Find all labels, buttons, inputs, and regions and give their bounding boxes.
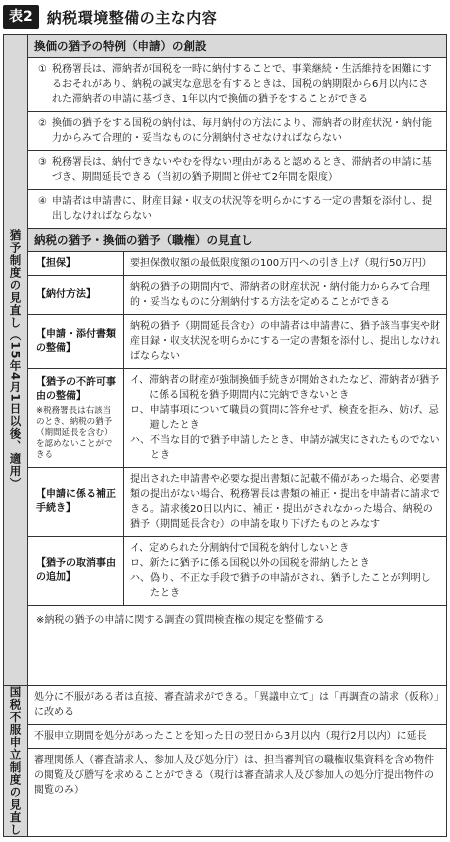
row-value: 要担保徴収額の最低限度額の100万円への引き上げ（現行50万円） [130,258,432,269]
table-row [28,369,446,468]
deferral-table [28,252,446,606]
table-row [28,537,446,606]
section-appeal-main [28,686,446,836]
row-value [124,537,446,605]
list-item: ③ 税務署長は、納付できないやむを得ない理由があると認めるとき、滞納者の申請に基づき、期間延長できる（当初の猶予期間と併せて2年間を限度） [28,151,446,190]
row-label: 【猶予の不許可事由の整備】 ※税務署長は右該当のとき、納税の猶予（期間延長を含む）を認めないことができる [28,369,124,467]
sub-item: ハ、 偽り、不正な手段で猶予の申請がされ、猶予したことが判明したとき [130,573,431,599]
subhead-ex-officio-deferral: 納税の猶予・換価の猶予（職権）の見直し [28,229,446,252]
subhead-special-deferral: 換価の猶予の特例（申請）の創設 [28,35,446,58]
section-deferral-main [28,35,446,685]
list-item: ① 税務署長は、滞納者が国税を一時に納付することで、事業継続・生活維持を困難にするおそれがあり、納税の誠実な意思を有するときは、国税の納期限から6月以内にされた滞納者の申請に基づき、1年以内で換価の猶予をすることができる [28,58,446,112]
side-label-deferral: 猶予制度の見直し（15年4月1日以後、適用） [4,35,28,685]
row-label: 【担保】 [28,252,124,275]
list-item: 審理関係人（審査請求人、参加人及び処分庁）は、担当審判官の職権収集資料を含め物件の閲覧及び謄写を求めることができる（現行は審査請求人及び参加人の処分庁提出物件の閲覧のみ） [34,755,434,796]
sub-item: ロ、 新たに猶予に係る国税以外の国税を滞納したとき [130,558,370,569]
list-item: ② 換価の猶予をする国税の納付は、毎月納付の方法により、滞納者の財産状況・納付能力からみて合理的・妥当なものに分割納付させなければならない [28,112,446,151]
table-row [28,315,446,369]
table-row [28,252,446,276]
sub-item: ハ、 不当な目的で猶予申請したとき、申請が誠実にされたものでないとき [130,435,440,461]
row-label: 【申請・添付書類の整備】 [28,315,124,368]
list-item: ④ 申請者は申請書に、財産目録・収支の状況等を明らかにする一定の書類を添付し、提出しなければならない [28,190,446,229]
row-value: 納税の猶予の期間内で、滞納者の財産状況・納付能力からみて合理的・妥当なものに分割納付する方法を定めることができる [130,282,430,308]
section-appeal [4,685,446,836]
row-note: ※税務署長は右該当のとき、納税の猶予（期間延長を含む）を認めないことができる [36,405,113,460]
title-bar [3,4,447,30]
page-title: 納税環境整備の主な内容 [46,8,218,27]
sub-item: イ、 定められた分割納付で国税を納付しないとき [130,543,350,554]
row-label: 【猶予の取消事由の追加】 [28,537,124,605]
table-badge: 表2 [3,5,39,29]
sub-item: ロ、 申請事項について職員の質問に答弁せず、検査を拒み、妨げ、忌避したとき [130,405,439,431]
table-row [28,468,446,537]
row-label: 【申請に係る補正手続き】 [28,468,124,536]
row-value [124,369,446,467]
row-value: 納税の猶予（期間延長含む）の申請者は申請書に、猶予該当事実や財産目録・収支状況を明らかにする一定の書類を添付し、提出しなければならない [130,321,440,362]
section-deferral [4,35,446,685]
row-label: 【納付方法】 [28,276,124,314]
table-row [28,276,446,315]
row-value: 提出された申請書や必要な提出書類に記載不備があった場合、必要書類の提出がない場合、税務署長は書類の補正・提出を申請者に請求できる。請求後20日以内に、補正・提出がされなかった場合、納税の猶予（期間延長含む）の申請を取り下げたものとみなす [130,474,440,530]
sub-item: イ、 滞納者の財産が強制換価手続きが開始されたなど、滞納者が猶予に係る国税を猶予期間内に完納できないとき [130,375,440,401]
list-item: 不服申立期間を処分があったことを知った日の翌日から3月以内（現行2月以内）に延長 [28,725,446,749]
side-label-appeal: 国税不服申立制度の見直し [4,686,28,836]
list-item: 処分に不服がある者は直接、審査請求ができる。「異議申立て」は「再調査の請求（仮称）」に改める [28,686,446,725]
footnote: ※納税の猶予の申請に関する調査の質問検査権の規定を整備する [36,615,325,626]
content-frame [3,34,447,837]
